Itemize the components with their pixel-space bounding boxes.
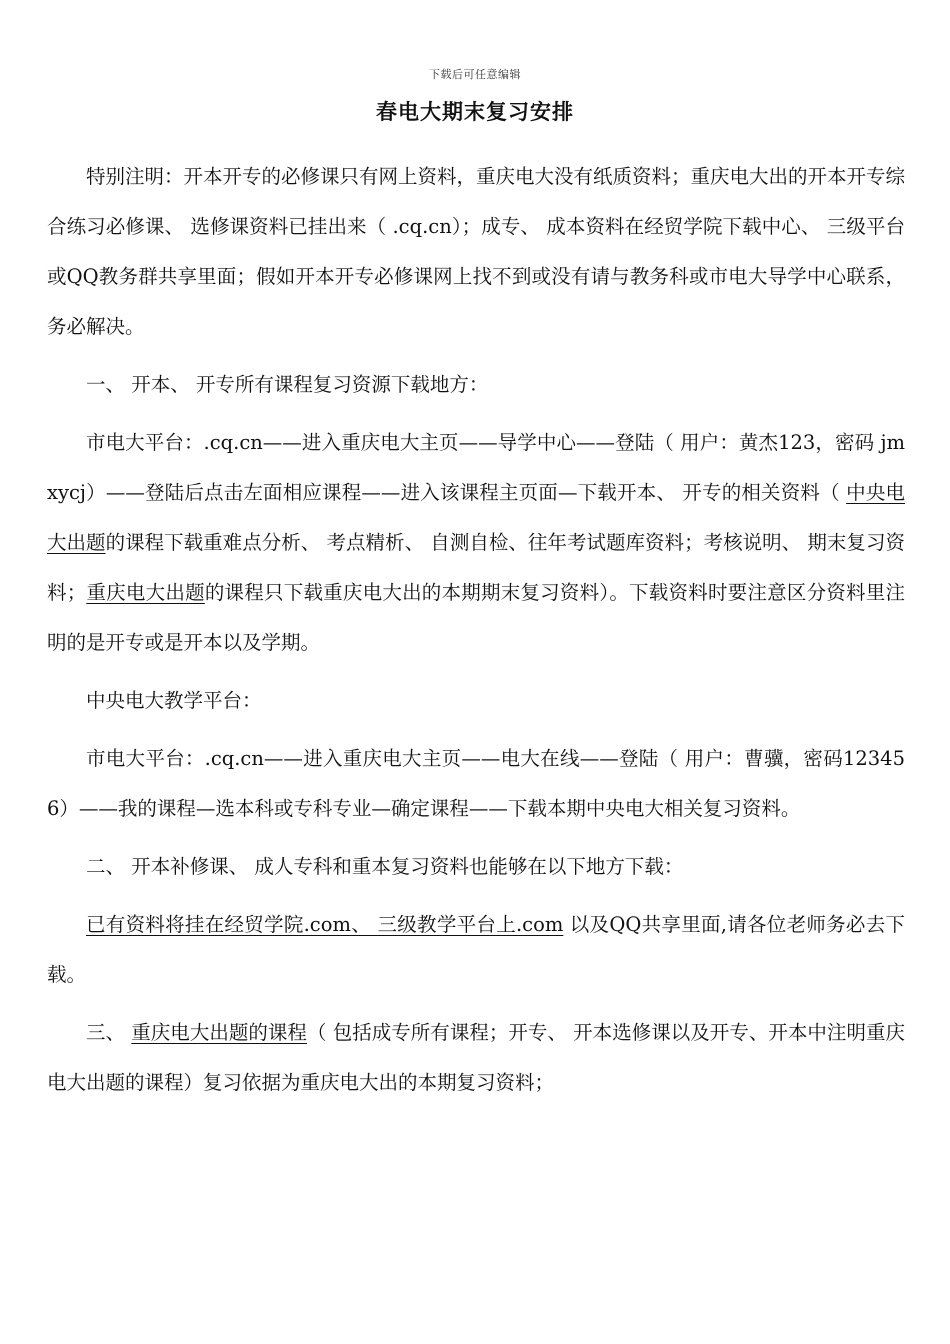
header-note: 下载后可任意编辑	[429, 68, 521, 81]
download-locations-underlined: 已有资料将挂在经贸学院.com、 三级教学平台上.com	[86, 913, 564, 936]
paragraph-city-platform-text-b: 的课程下载重难点分析、 考点精析、 自测自检、往年考试题库资料；考核说明、 期末复习资料；	[47, 531, 905, 604]
paragraph-central-platform: 市电大平台：.cq.cn——进入重庆电大主页——电大在线——登陆（ 用户：曹骥，密码123456）——我的课程—选本科或专科专业—确定课程——下载本期中央电大相关复习资料。	[47, 747, 905, 820]
central-exam-underlined: 中央电大出题	[47, 481, 905, 554]
paragraph-city-platform-text-a: 市电大平台：.cq.cn——进入重庆电大主页——导学中心——登陆（ 用户：黄杰123，密码 jmxycj）——登陆后点击左面相应课程——进入该课程主页面—下载开本、 开专的相关资料（	[47, 431, 905, 504]
chongqing-exam-underlined: 重庆电大出题	[86, 581, 205, 604]
heading-section-3	[47, 1008, 905, 1108]
paragraph-city-platform-text-c: 的课程只下载重庆电大出的本期期末复习资料）。下载资料时要注意区分资料里注明的是开专或是开本以及学期。	[47, 581, 905, 654]
heading-central-platform: 中央电大教学平台：	[86, 689, 262, 712]
heading-section-1: 一、 开本、 开专所有课程复习资源下载地方：	[86, 373, 489, 396]
section-3-underlined: 重庆电大出题的课程	[131, 1021, 307, 1044]
document-body	[47, 152, 905, 1108]
download-locations-text: 以及QQ共享里面,请各位老师务必去下载。	[47, 913, 905, 986]
paragraph-special-note: 特别注明：开本开专的必修课只有网上资料，重庆电大没有纸质资料；重庆电大出的开本开专综合练习必修课、 选修课资料已挂出来（ .cq.cn）；成专、 成本资料在经贸学院下载中心、 三级平台或QQ教务群共享里面；假如开本开专必修课网上找不到或没有请与教务科或市电大导学中心联系，务必解决。	[47, 165, 906, 338]
section-3-text: （ 包括成专所有课程；开专、 开本选修课以及开专、开本中注明重庆电大出题的课程）复习依据为重庆电大出的本期复习资料；	[47, 1021, 905, 1094]
document-title: 春电大期末复习安排	[376, 99, 574, 124]
paragraph-city-platform	[47, 418, 905, 668]
section-3-number: 三、	[86, 1021, 132, 1044]
heading-section-2: 二、 开本补修课、 成人专科和重本复习资料也能够在以下地方下载：	[86, 855, 684, 878]
paragraph-download-locations	[47, 900, 905, 1000]
